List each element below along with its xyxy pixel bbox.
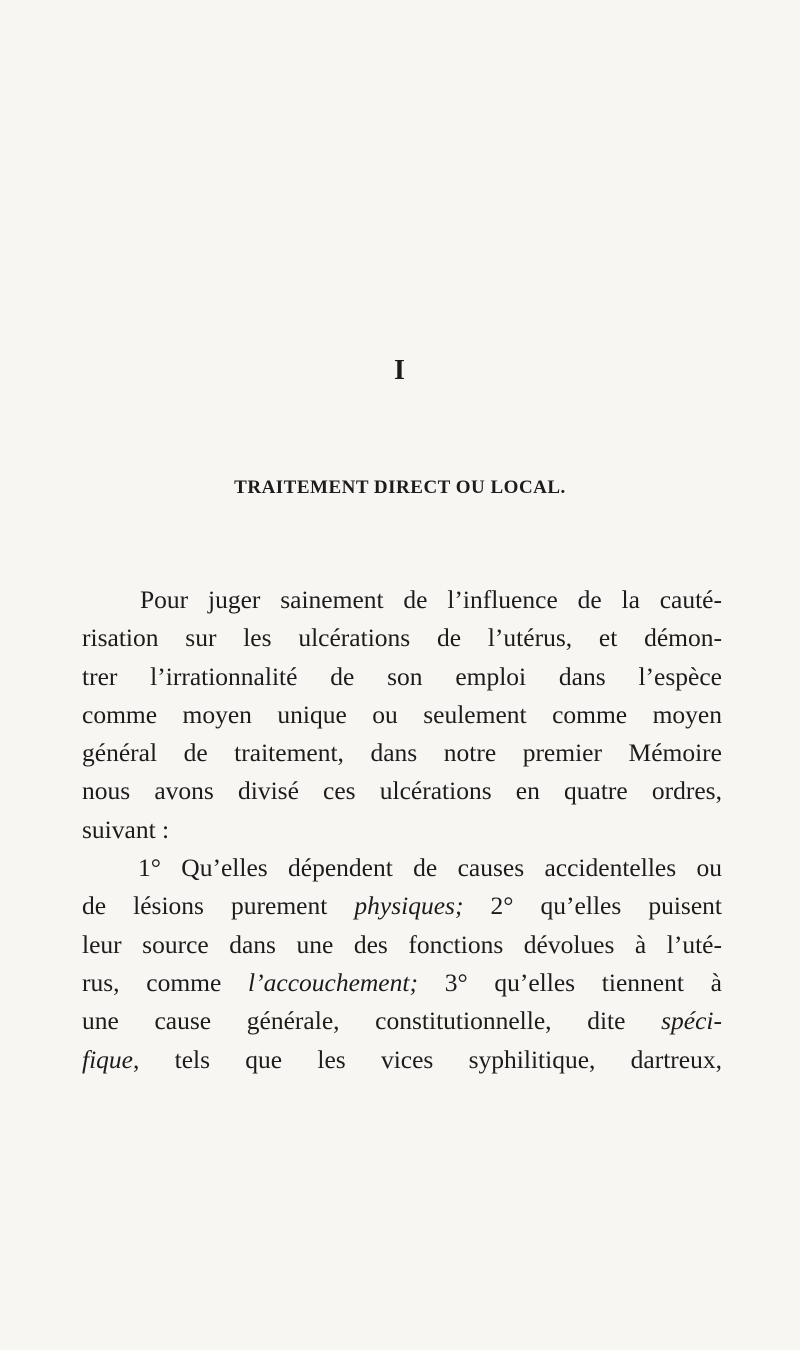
text-fragment: rus, comme: [82, 967, 249, 997]
chapter-title: TRAITEMENT DIRECT OU LOCAL.: [234, 477, 566, 498]
text-line: leur source dans une des fonctions dévolues à l’uté-: [82, 929, 722, 959]
text-fragment: 3° qu’elles tiennent à: [417, 967, 722, 997]
text-line: [82, 964, 722, 1002]
text-line: général de traitement, dans notre premier Mémoire: [82, 738, 722, 768]
text-line: nous avons divisé ces ulcérations en quatre ordres,: [82, 776, 722, 806]
text-line: [82, 887, 722, 925]
text-line: suivant :: [82, 814, 170, 844]
text-fragment: une cause générale, constitutionnelle, dite: [82, 1006, 662, 1036]
text-fragment: 2° qu’elles puisent: [463, 891, 722, 921]
italic-term: fique: [82, 1044, 133, 1074]
text-line: Pour juger sainement de l’influence de la cauté-: [140, 585, 722, 614]
text-line: comme moyen unique ou seulement comme moyen: [82, 699, 722, 729]
text-line: trer l’irrationnalité de son emploi dans l’espèce: [82, 661, 722, 691]
italic-term: physiques;: [354, 891, 464, 921]
text-fragment: , tels que les vices syphilitique, dartreux,: [133, 1044, 722, 1074]
italic-term: spéci-: [661, 1006, 722, 1036]
text-line: risation sur les ulcérations de l’utérus, et démon-: [82, 623, 722, 653]
body-paragraph: [82, 581, 722, 1079]
text-line: [82, 1041, 722, 1079]
chapter-numeral: I: [394, 355, 406, 386]
text-line: 1° Qu’elles dépendent de causes accidentelles ou: [138, 853, 722, 883]
italic-term: l’accouchement;: [248, 967, 418, 997]
text-line: [82, 1002, 722, 1040]
text-fragment: de lésions purement: [82, 891, 355, 921]
